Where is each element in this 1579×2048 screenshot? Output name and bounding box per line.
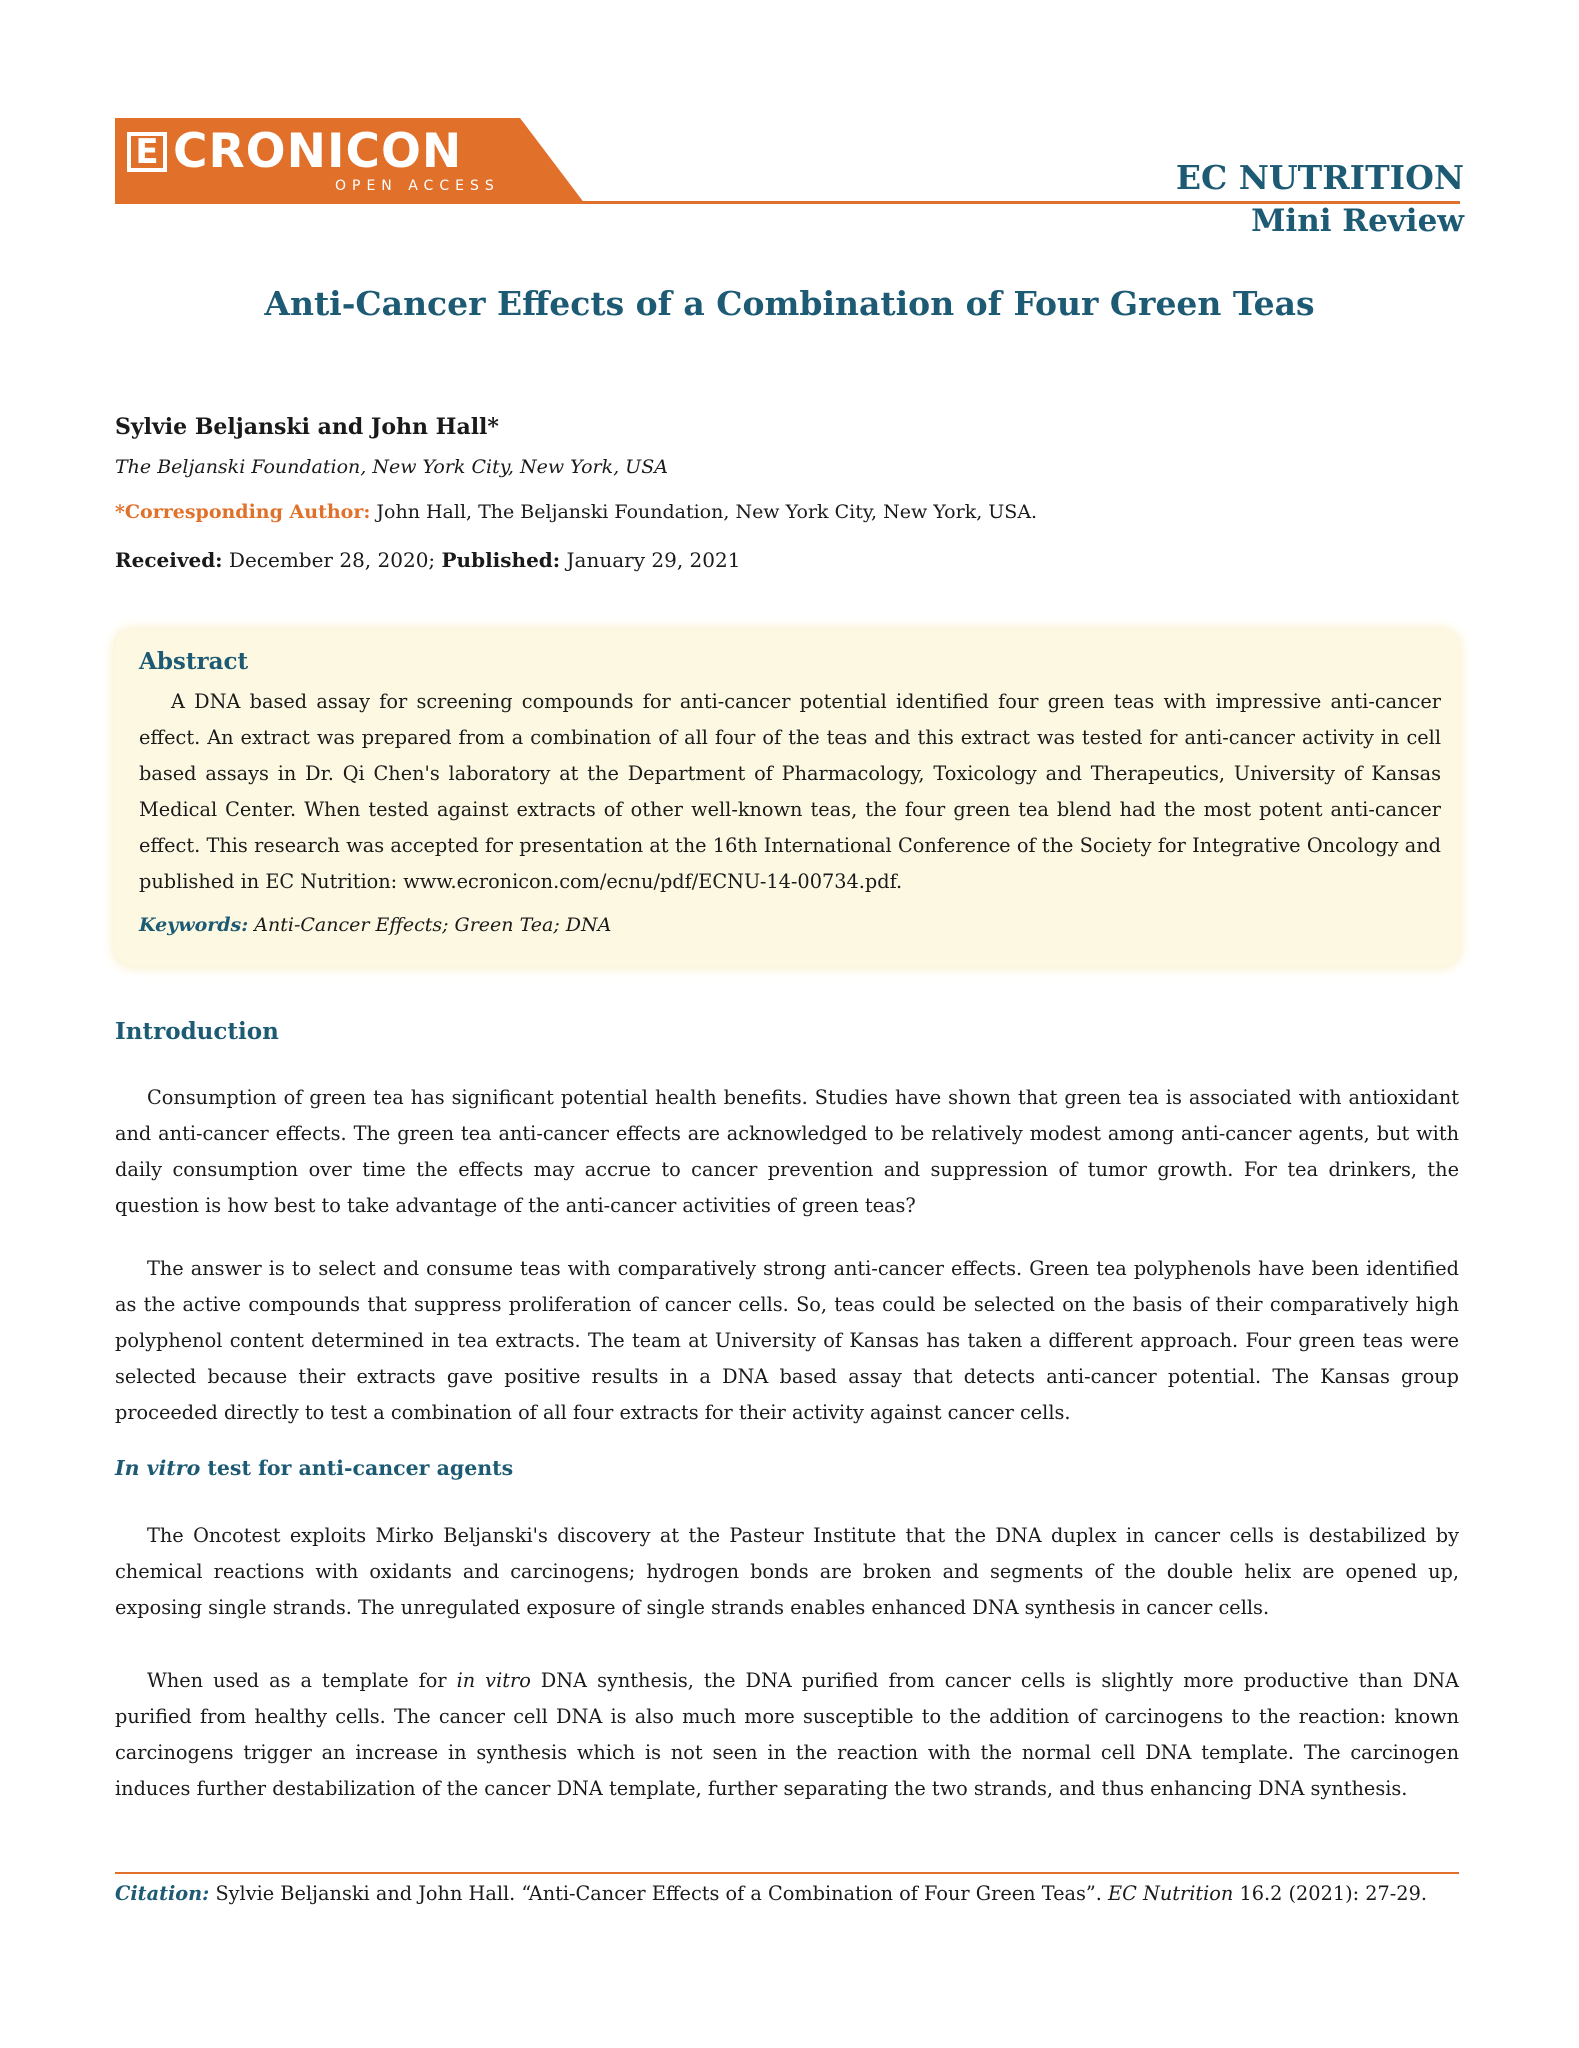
citation-journal: EC Nutrition: [1108, 1882, 1234, 1905]
keywords-label: Keywords:: [139, 914, 249, 936]
published-date: January 29, 2021: [560, 548, 741, 572]
publisher-logo: [115, 118, 585, 204]
in-vitro-heading-text: test for anti-cancer agents: [200, 1456, 514, 1480]
article-type: Mini Review: [1251, 203, 1464, 239]
introduction-heading: Introduction: [115, 1018, 279, 1045]
introduction-paragraph-1: Consumption of green tea has significant potential health benefits. Studies have shown that green tea is associated with antioxidant and anti-cancer effects. The green tea anti-cancer effects are acknowledged to be relatively modest among anti-cancer agents, but with daily consumption over time the effects may accrue to cancer prevention and suppression of tumor growth. For tea drinkers, the question is how best to take advantage of the anti-cancer activities of green teas?: [115, 1086, 1459, 1217]
corresponding-author-label: *Corresponding Author:: [115, 501, 371, 523]
in-vitro-p2-start: When used as a template for: [147, 1669, 457, 1692]
keywords: [139, 914, 611, 936]
citation-volume: 16.2 (2021): 27-29.: [1233, 1882, 1427, 1905]
footer-divider: [115, 1872, 1459, 1874]
introduction-paragraph-2: The answer is to select and consume teas with comparatively strong anti-cancer effects. Green tea polyphenols have been identified as the active compounds that suppress proliferation of cancer cells. So, teas could be selected on the basis of their comparatively high polyphenol content determined in tea extracts. The team at University of Kansas has taken a different approach. Four green teas were selected because their extracts gave positive results in a DNA based assay that detects anti-cancer potential. The Kansas group proceeded directly to test a combination of all four extracts for their activity against cancer cells.: [115, 1257, 1459, 1424]
in-vitro-p2-italic: in vitro: [456, 1669, 531, 1692]
logo-tagline: OPEN ACCESS: [335, 178, 500, 194]
logo-letter-box: E: [127, 132, 167, 172]
received-label: Received:: [115, 548, 223, 572]
article-title: Anti-Cancer Effects of a Combination of Four Green Teas: [264, 284, 1315, 323]
article-dates: [115, 548, 740, 572]
corresponding-author-text: John Hall, The Beljanski Foundation, New York City, New York, USA.: [370, 501, 1038, 523]
in-vitro-p2-rest: DNA synthesis, the DNA purified from cancer cells is slightly more productive than DNA purified from healthy cells. The cancer cell DNA is also much more susceptible to the addition of carcinogens to the reaction: known carcinogens trigger an increase in synthesis which is not seen in the reaction with the normal cell DNA template. The carcinogen induces further destabilization of the cancer DNA template, further separating the two strands, and thus enhancing DNA synthesis.: [115, 1669, 1459, 1800]
in-vitro-heading-italic: In vitro: [115, 1456, 201, 1480]
journal-name: EC NUTRITION: [1175, 158, 1464, 197]
citation: [115, 1882, 1427, 1905]
in-vitro-heading: [115, 1456, 513, 1480]
corresponding-author: [115, 501, 1037, 523]
received-date: December 28, 2020;: [222, 548, 442, 572]
citation-text: Sylvie Beljanski and John Hall. “Anti-Cancer Effects of a Combination of Four Green Teas”.: [209, 1882, 1108, 1905]
abstract-box: [115, 630, 1459, 966]
in-vitro-paragraph-2: [115, 1663, 1459, 1807]
affiliation: The Beljanski Foundation, New York City, New York, USA: [115, 456, 668, 478]
logo-wordmark: CRONICON: [173, 124, 463, 179]
abstract-body: A DNA based assay for screening compounds for anti-cancer potential identified four green teas with impressive anti-cancer effect. An extract was prepared from a combination of all four of the teas and this extract was tested for anti-cancer activity in cell based assays in Dr. Qi Chen's laboratory at the Department of Pharmacology, Toxicology and Therapeutics, University of Kansas Medical Center. When tested against extracts of other well-known teas, the four green tea blend had the most potent anti-cancer effect. This research was accepted for presentation at the 16th International Conference of the Society for Integrative Oncology and published in EC Nutrition: www.ecronicon.com/ecnu/pdf/ECNU-14-00734.pdf.: [139, 690, 1441, 893]
keywords-list: Anti-Cancer Effects; Green Tea; DNA: [248, 914, 612, 936]
abstract-heading: Abstract: [139, 648, 249, 675]
in-vitro-paragraph-1: The Oncotest exploits Mirko Beljanski's discovery at the Pasteur Institute that the DNA duplex in cancer cells is destabilized by chemical reactions with oxidants and carcinogens; hydrogen bonds are broken and segments of the double helix are opened up, exposing single strands. The unregulated exposure of single strands enables enhanced DNA synthesis in cancer cells.: [115, 1524, 1459, 1619]
citation-label: Citation:: [115, 1882, 210, 1905]
published-label: Published:: [441, 548, 561, 572]
authors: Sylvie Beljanski and John Hall*: [115, 414, 499, 440]
